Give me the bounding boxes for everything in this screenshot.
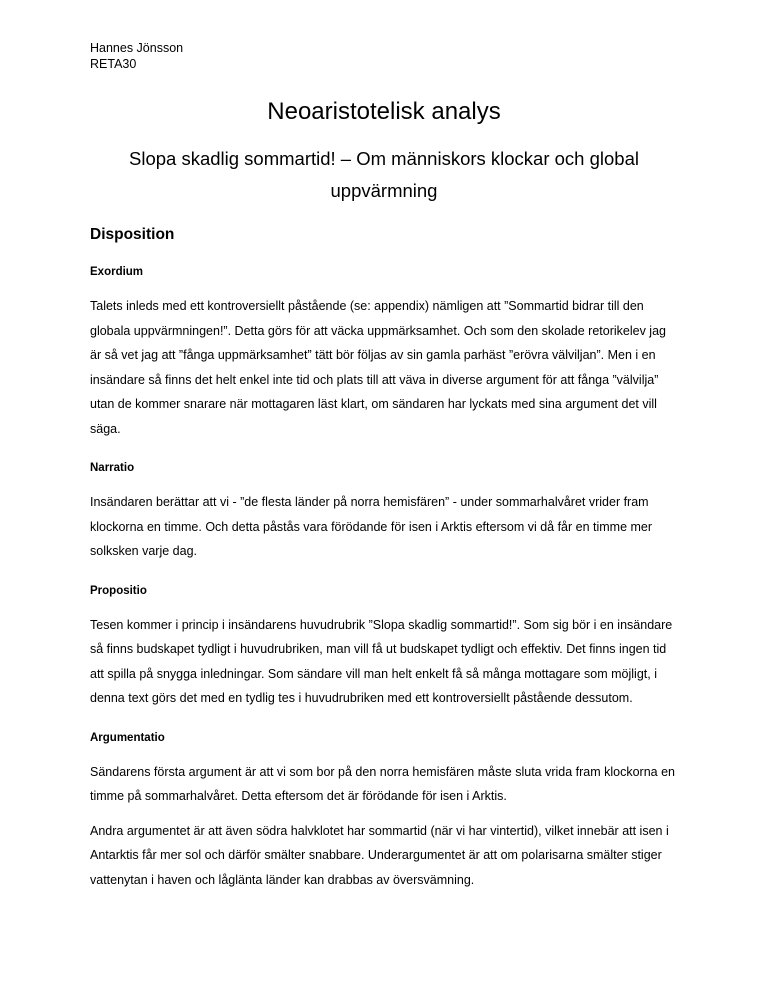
- document-subtitle: Slopa skadlig sommartid! – Om människors klockar och global uppvärmning: [129, 148, 639, 201]
- paragraph-narratio: Insändaren berättar att vi - ”de flesta länder på norra hemisfären” - under sommarhalvåret vrider fram klockorna en timme. Och detta påstås vara förödande för isen i Arktis eftersom vi då får en timme mer solksken varje dag.: [90, 495, 653, 558]
- heading-propositio: Propositio: [90, 584, 147, 597]
- paragraph-propositio: Tesen kommer i princip i insändarens huvudrubrik ”Slopa skadlig sommartid!”. Som sig bör i en insändare så finns budskapet tydligt i huvudrubriken, man vill få ut budskapet tydligt och effektiv. Det finns ingen tid att spilla på snygga inledningar. Som sändare vill man helt enkelt få så många mottagare som möjligt, i denna text görs det med en tydlig tes i huvudrubriken med ett kontroversiellt påstående dessutom.: [90, 617, 673, 705]
- paragraph-argumentatio-2: Andra argumentet är att även södra halvklotet har sommartid (när vi har vintertid), vilket innebär att isen i Antarktis får mer sol och därför smälter snabbare. Underargumentet är att om polarisarna smälter stiger vattenytan i haven och låglänta länder kan drabbas av översvämning.: [90, 823, 669, 887]
- heading-narratio: Narratio: [90, 462, 135, 474]
- heading-argumentatio: Argumentatio: [90, 731, 165, 744]
- paragraph-exordium: Talets inleds med ett kontroversiellt påstående (se: appendix) nämligen att ”Sommartid bidrar till den globala uppvärmningen!”. Detta görs för att väcka uppmärksamhet. Och som den skolade retorikelev jag är så vet jag att ”fånga uppmärksamhet” tätt bör följas av sin gamla parhäst ”erövra välviljan”. Men i en insändare så finns det helt enkel inte tid och plats till att väva in diverse argument för att fånga ”välvilja” utan de kommer snarare när mottagaren läst klart, om sändaren har lyckats med sina argument det vill säga.: [90, 299, 666, 436]
- heading-exordium: Exordium: [90, 266, 144, 278]
- section-heading-disposition: Disposition: [90, 226, 175, 243]
- author-name: Hannes Jönsson: [90, 41, 184, 55]
- document-title: Neoaristotelisk analys: [267, 98, 501, 125]
- paragraph-argumentatio-1: Sändarens första argument är att vi som bor på den norra hemisfären måste sluta vrida fram klockorna en timme på sommarhalvåret. Detta eftersom det är förödande för isen i Arktis.: [90, 764, 676, 803]
- course-code: RETA30: [90, 57, 137, 71]
